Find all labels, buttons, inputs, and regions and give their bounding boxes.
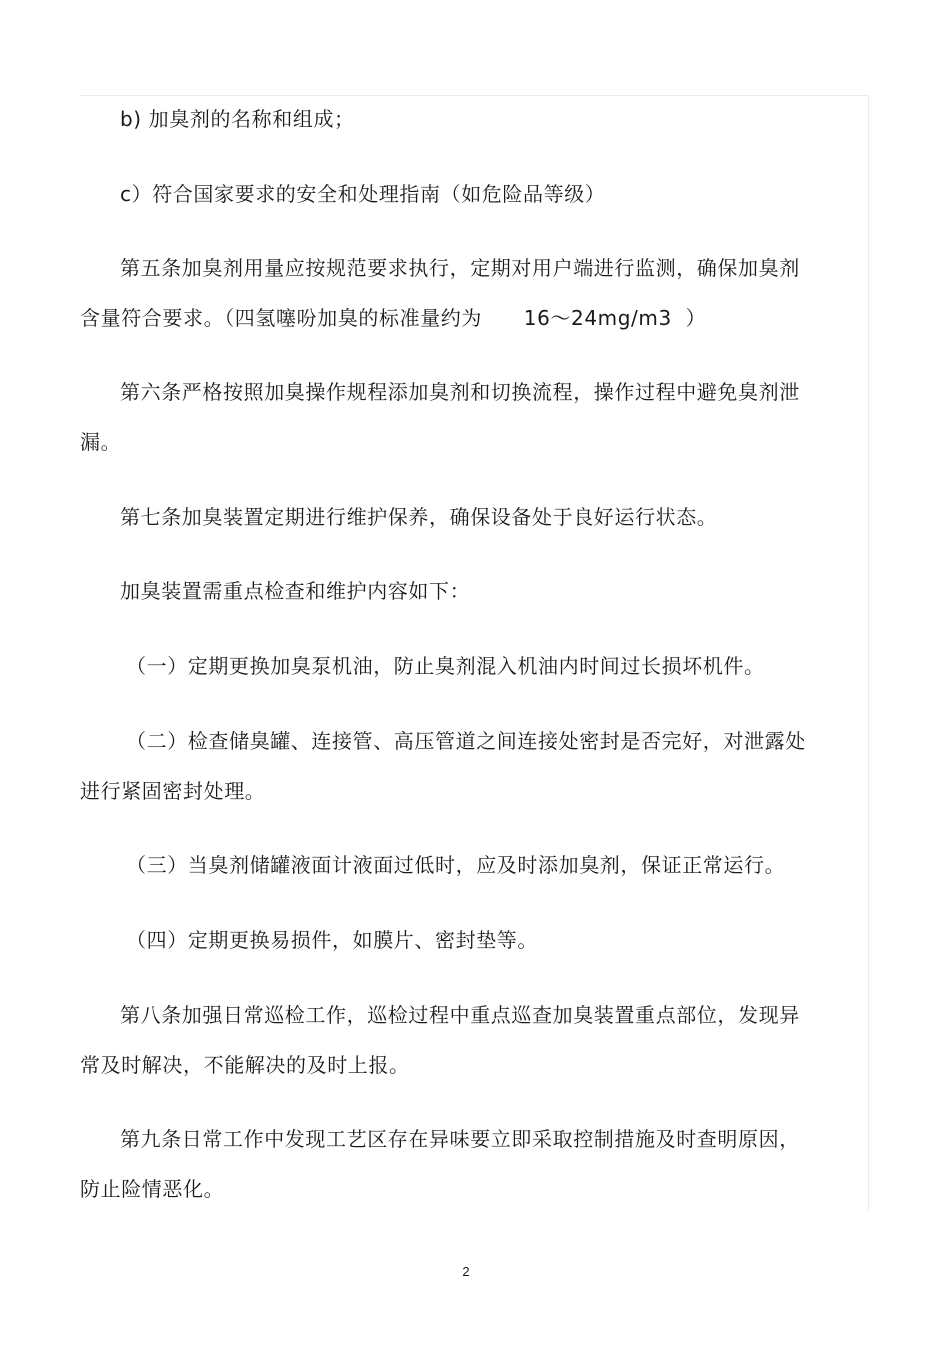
text-line: （二）检查储臭罐、连接管、高压管道之间连接处密封是否完好，对泄露处 xyxy=(126,729,806,753)
text-line: b) 加臭剂的名称和组成； xyxy=(120,107,355,131)
text-line: 加臭装置需重点检查和维护内容如下： xyxy=(120,579,471,603)
text-line: 第六条严格按照加臭操作规程添加臭剂和切换流程，操作过程中避免臭剂泄 xyxy=(120,380,800,404)
text-line: 第九条日常工作中发现工艺区存在异味要立即采取控制措施及时查明原因， xyxy=(120,1127,800,1151)
text-line: （四）定期更换易损件，如膜片、密封垫等。 xyxy=(126,928,538,952)
text-line: 第八条加强日常巡检工作，巡检过程中重点巡查加臭装置重点部位，发现异 xyxy=(120,1003,800,1027)
text-line: 第七条加臭装置定期进行维护保养，确保设备处于良好运行状态。 xyxy=(120,505,718,529)
text-line: 第五条加臭剂用量应按规范要求执行，定期对用户端进行监测，确保加臭剂 xyxy=(120,256,800,280)
text-line: （三）当臭剂储罐液面计液面过低时，应及时添加臭剂，保证正常运行。 xyxy=(126,853,786,877)
text-line: 含量符合要求。（四氢噻吩加臭的标准量约为 16～24mg/m3 ） xyxy=(80,306,707,330)
text-line: 防止险情恶化。 xyxy=(80,1177,225,1201)
page-number: 2 xyxy=(462,1264,470,1279)
text-line: 进行紧固密封处理。 xyxy=(80,779,266,803)
text-line: c）符合国家要求的安全和处理指南（如危险品等级） xyxy=(120,182,606,206)
text-line: 漏。 xyxy=(80,430,122,454)
text-line: 常及时解决，不能解决的及时上报。 xyxy=(80,1053,410,1077)
text-line: （一）定期更换加臭泵机油，防止臭剂混入机油内时间过长损坏机件。 xyxy=(126,654,765,678)
